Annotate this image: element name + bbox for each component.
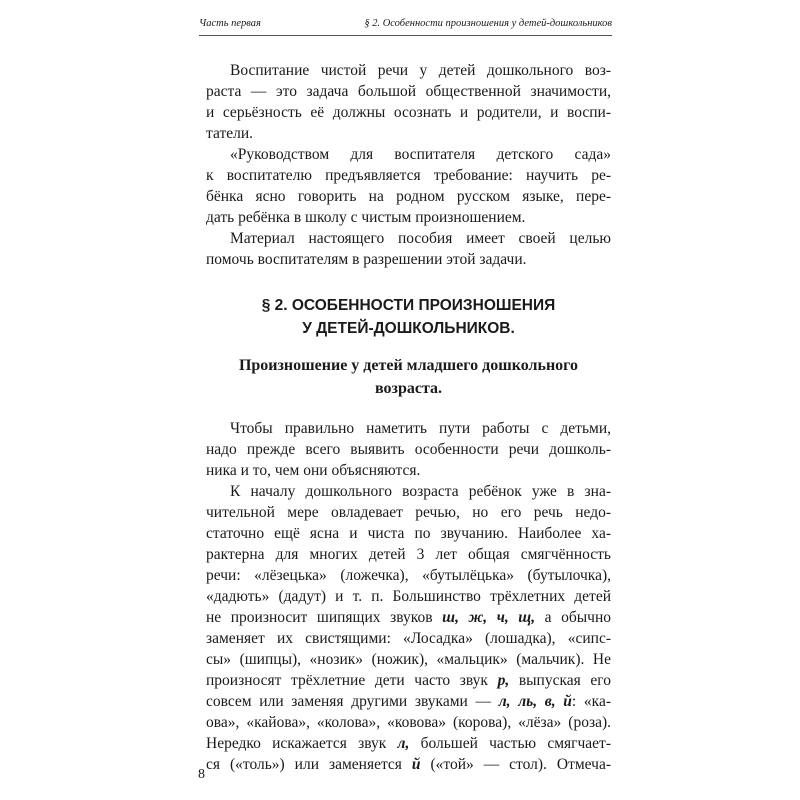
text-line — [206, 733, 611, 754]
text-line: статочно ещё ясна и чиста по звучанию. Наиболее ха- — [206, 525, 611, 542]
text-line: рактерна для многих детей 3 лет общая смягчённость — [206, 546, 611, 563]
body-paragraph — [206, 418, 611, 481]
text-line: Материал настоящего пособия имеет своей целью — [230, 230, 611, 247]
body-paragraph — [206, 481, 611, 775]
subsection-heading — [206, 354, 611, 400]
text-line: Воспитание чистой речи у детей дошкольного воз- — [230, 62, 611, 79]
section-heading-line: § 2. ОСОБЕННОСТИ ПРОИЗНОШЕНИЯ — [261, 297, 556, 314]
subsection-heading-line: возраста. — [374, 380, 442, 397]
text-line: дать ребёнка в школу с чистым произношением. — [206, 209, 526, 226]
emphasized-sounds: л, — [397, 735, 410, 752]
text-run: Нередко искажается звук — [206, 735, 398, 752]
text-line: к воспитателю предъявляется требование: научить ре- — [206, 167, 611, 184]
emphasized-sounds: й — [411, 756, 421, 773]
section-heading — [206, 294, 611, 340]
emphasized-sounds: р, — [497, 672, 510, 689]
text-line: бёнка ясно говорить на родном русском языке, пере- — [206, 188, 611, 205]
emphasized-sounds: л, ль, в, й — [498, 693, 572, 710]
subsection-heading-line: Произношение у детей младшего дошкольного — [238, 357, 579, 374]
text-run: : «ка- — [571, 693, 612, 710]
running-head — [199, 15, 612, 36]
intro-paragraph — [206, 228, 611, 270]
text-line: надо прежде всего выявить особенности речи дошколь- — [206, 441, 611, 458]
text-line: татели. — [206, 125, 253, 142]
text-line: «Руководством для воспитателя детского сада» — [230, 146, 611, 163]
text-line — [206, 670, 611, 691]
page-content — [206, 60, 611, 775]
text-run: («той» — стол). Отмеча- — [420, 756, 611, 773]
text-line: Чтобы правильно наметить пути работы с детьми, — [230, 420, 611, 437]
text-run: произносят трёхлетние дети часто звук — [206, 672, 498, 689]
text-run: большей частью смягчает- — [409, 735, 611, 752]
text-line — [206, 691, 611, 712]
section-heading-line: У ДЕТЕЙ-ДОШКОЛЬНИКОВ. — [302, 320, 515, 337]
text-line: чительной мере овладевает речью, но его речь недо- — [206, 504, 611, 521]
text-run: не произносит шипящих звуков — [206, 609, 443, 626]
text-run: выпуская его — [509, 672, 611, 689]
text-run: совсем или заменяя другими звуками — — [206, 693, 499, 710]
text-line: К началу дошкольного возраста ребёнок уже в зна- — [230, 483, 611, 500]
text-line: «дадють» (дадут) и т. п. Большинство трёхлетних детей — [206, 588, 611, 605]
text-line: речи: «лёзецька» (ложечка), «бутылёцька» (бутылочка), — [206, 567, 611, 584]
text-line — [206, 754, 611, 775]
text-line — [206, 607, 611, 628]
running-head-section: § 2. Особенности произношения у детей-дошкольников — [364, 18, 612, 29]
text-line: раста — это задача большой общественной значимости, — [206, 83, 611, 100]
running-head-part: Часть первая — [199, 18, 261, 29]
text-line: сы» (шипцы), «нозик» (ножик), «мальцик» (мальчик). Не — [206, 651, 611, 668]
intro-paragraph — [206, 60, 611, 144]
text-line: ова», «кайова», «колова», «ковова» (корова), «лёза» (роза). — [206, 714, 611, 731]
text-line: помочь воспитателям в разрешении этой задачи. — [206, 251, 527, 268]
text-line: заменяет их свистящими: «Лосадка» (лошадка), «сипс- — [206, 630, 611, 647]
text-run: ся («толь») или заменяется — [206, 756, 412, 773]
text-line: и серьёзность её должны осознать и родители, и воспи- — [206, 104, 611, 121]
text-run: а обычно — [535, 609, 612, 626]
text-line: ника и то, чем они объясняются. — [206, 462, 421, 479]
emphasized-sounds: ш, ж, ч, щ, — [442, 609, 536, 626]
page-number: 8 — [198, 767, 205, 782]
intro-paragraph — [206, 144, 611, 228]
